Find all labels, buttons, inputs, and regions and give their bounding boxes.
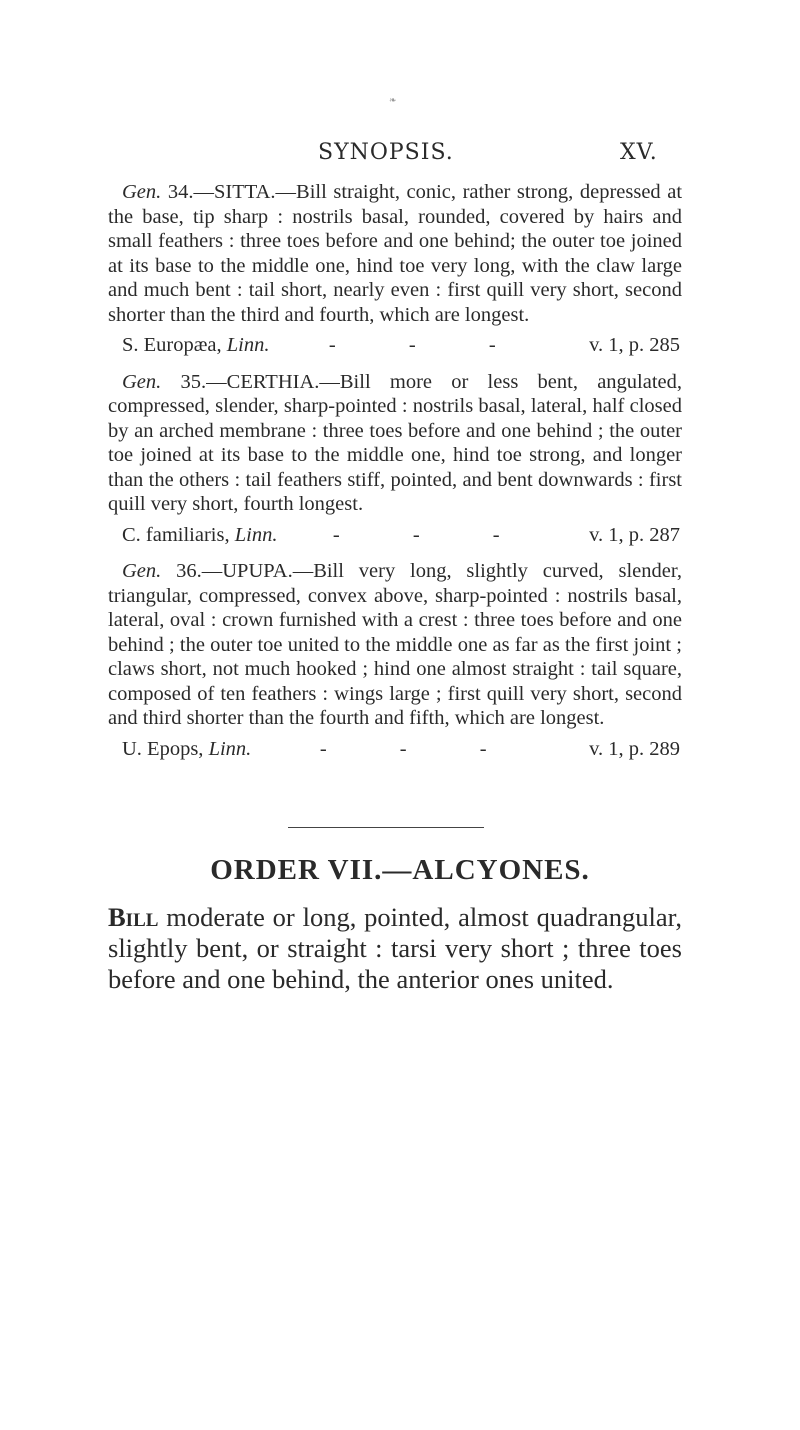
species-author: Linn. — [226, 334, 270, 356]
volume-reference: v. 1, p. 287 — [589, 523, 680, 546]
species-name: S. Europæa, — [122, 334, 222, 356]
order-description-text: moderate or long, pointed, almost quadrangular, slightly bent, or straight : tarsi very short ; three toes before and one behind, the anterior ones united. — [108, 902, 682, 994]
genus-entry — [108, 370, 682, 517]
leader-dashes: - - - — [328, 334, 530, 356]
leader-dashes: - - - — [319, 737, 521, 760]
species-line — [122, 523, 682, 548]
running-head-title: SYNOPSIS. — [318, 140, 454, 165]
running-head — [0, 138, 800, 168]
volume-reference: v. 1, p. 289 — [589, 737, 680, 760]
genus-entry — [108, 180, 682, 327]
species-author: Linn. — [208, 737, 252, 760]
genus-description: 36.—UPUPA.—Bill very long, slightly curved, slender, triangular, compressed, convex above, sharp-pointed : nostrils basal, lateral, oval : crown furnished with a crest : three toes before and one behind ; the outer toe united to the middle one as far as the first joint ; claws short, not much hooked ; hind one almost straight : tail square, composed of ten feathers : wings large ; first quill very short, second and third shorter than the fourth and fifth, which are longest. — [108, 560, 682, 729]
species-line — [122, 333, 682, 358]
genera-list — [108, 180, 682, 773]
species-name: C. familiaris, — [122, 523, 230, 546]
species-entry — [122, 523, 277, 548]
genus-description: 35.—CERTHIA.—Bill more or less bent, angulated, compressed, slender, sharp-pointed : nostrils basal, lateral, half closed by an arched membrane : three toes before and one behind ; the outer toe joined at its base to the middle one, hind toe strong, and longer than the others : tail feathers stiff, pointed, and bent downwards : first quill very short, fourth longest. — [108, 370, 683, 515]
species-entry — [122, 333, 270, 358]
order-description — [108, 902, 682, 995]
genus-entry — [108, 559, 682, 731]
order-heading: ORDER VII.—ALCYONES. — [210, 854, 590, 886]
leader-dashes: - - - — [332, 523, 534, 546]
genus-label: Gen. — [122, 370, 162, 393]
species-entry — [122, 737, 251, 762]
section-divider — [288, 827, 484, 828]
volume-reference: v. 1, p. 285 — [589, 334, 680, 356]
order-lead-word: Bill — [108, 902, 159, 932]
species-line — [122, 737, 682, 762]
genus-label: Gen. — [122, 181, 162, 203]
species-name: U. Epops, — [122, 737, 204, 760]
page-number: XV. — [620, 140, 658, 165]
genus-label: Gen. — [122, 560, 162, 582]
ornament-mark: ❧ — [389, 96, 397, 106]
genus-description: 34.—SITTA.—Bill straight, conic, rather strong, depressed at the base, tip sharp : nostrils basal, rounded, covered by hairs and small feathers : three toes before and one behind; the outer toe joined at its base to the middle one, hind toe very long, with the claw large and much bent : tail short, nearly even : first quill very short, second shorter than the third and fourth, which are longest. — [108, 181, 683, 326]
species-author: Linn. — [234, 523, 278, 546]
